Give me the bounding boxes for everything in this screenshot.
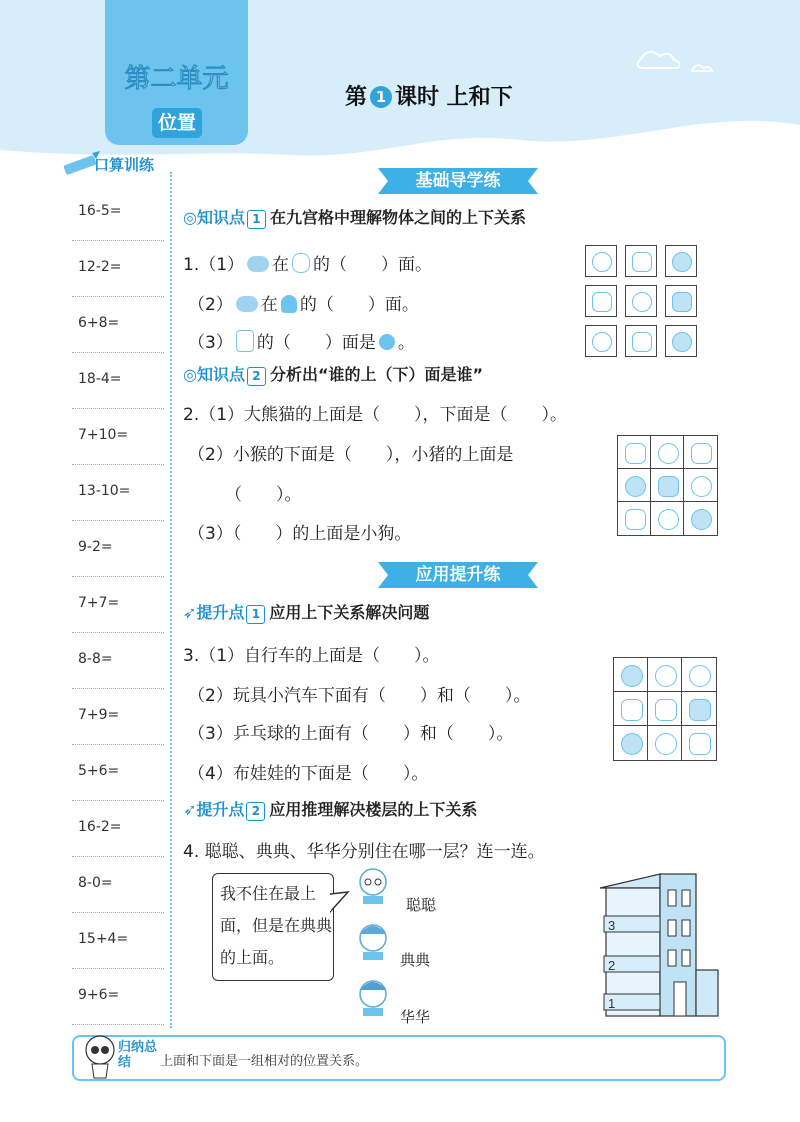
drill-answer-line [72, 912, 164, 913]
drill-answer-line [72, 688, 164, 689]
grid-cell [665, 245, 697, 277]
drill-divider [170, 172, 172, 1028]
animal-icon [655, 665, 677, 687]
drill-item: 9+6= [78, 987, 120, 1003]
grid-cell [617, 435, 652, 470]
kp2-num: 2 [247, 367, 266, 386]
grid-cell [650, 468, 685, 503]
animal-icon [658, 443, 680, 465]
knowledge-point-2 [183, 362, 483, 386]
tp2-text: 应用推理解决楼层的上下关系 [269, 800, 478, 819]
animal-icon [632, 252, 652, 272]
grid-cell [683, 435, 718, 470]
section1-banner-label: 基础导学练 [415, 171, 501, 191]
animal-icon [592, 332, 612, 352]
animal-icon [632, 332, 652, 352]
girl-avatar-2 [360, 981, 386, 1016]
lesson-prefix: 第 [345, 85, 368, 110]
q1-l3a: （3） [188, 333, 233, 353]
q1-l1c: 的（ ）面。 [313, 255, 433, 275]
improve-point-2 [183, 797, 477, 821]
floor-label-3: 3 [608, 918, 616, 933]
grid-cell [650, 435, 685, 470]
q1-l2b: 在 [260, 295, 278, 315]
deer-icon [236, 330, 254, 352]
grid-cell [665, 285, 697, 317]
drill-item: 12-2= [78, 259, 122, 275]
grid-cell [625, 285, 657, 317]
grid-cell [613, 725, 649, 761]
grid-cell [681, 725, 717, 761]
tp2-tag: 提升点 [196, 800, 245, 819]
drill-answer-line [72, 352, 164, 353]
q2-line3: （ ）。 [225, 485, 302, 505]
name-diandian: 典典 [400, 951, 431, 969]
section1-banner [378, 168, 538, 194]
animal-icon [632, 292, 652, 312]
drill-answer-line [72, 240, 164, 241]
drill-answer-line [72, 632, 164, 633]
drill-answer-line [72, 1024, 164, 1025]
drill-answer-line [72, 296, 164, 297]
q3-line2: （2）玩具小汽车下面有（ ）和（ ）。 [188, 686, 531, 706]
boy-avatar [360, 869, 386, 904]
elephant-icon [247, 256, 269, 272]
mascot-icon [82, 1028, 118, 1080]
kp1-text: 在九宫格中理解物体之间的上下关系 [269, 208, 526, 227]
rabbit-icon [292, 253, 310, 273]
drill-answer-line [72, 520, 164, 521]
lesson-title [345, 80, 513, 111]
drill-item: 8-0= [78, 875, 113, 891]
q1-l1b: 在 [272, 255, 290, 275]
drill-item: 7+9= [78, 707, 120, 723]
grid-cell [681, 691, 717, 727]
bubble-tail [330, 890, 350, 920]
drill-title-label: 口算训练 [94, 156, 155, 174]
unit-subtitle: 位置 [152, 108, 202, 138]
name-huahua: 华华 [400, 1008, 431, 1026]
animal-icon [689, 733, 711, 755]
animal-icon [592, 252, 612, 272]
drill-answer-line [72, 744, 164, 745]
q1-l2a: （2） [188, 295, 233, 315]
animal-icon [655, 699, 677, 721]
rocket-icon: ➶ [183, 800, 197, 819]
target-icon: ◎ [183, 365, 197, 384]
animal-icon [691, 476, 713, 498]
squirrel-icon [281, 295, 297, 313]
grid-cell [683, 468, 718, 503]
drill-answer-line [72, 576, 164, 577]
children-figures [355, 862, 395, 1022]
grid-cell [617, 468, 652, 503]
grid-cell [613, 691, 649, 727]
tp1-tag: 提升点 [196, 603, 245, 622]
animal-icon [689, 699, 711, 721]
q3-line3: （3）乒乓球的上面有（ ）和（ ）。 [188, 724, 514, 744]
elephant-icon [236, 296, 258, 312]
section2-banner-label: 应用提升练 [415, 565, 501, 585]
q1-line3 [188, 328, 415, 353]
rocket-icon: ➶ [183, 603, 197, 622]
q1-l3c: 。 [397, 333, 415, 353]
animal-grid-1 [585, 245, 700, 363]
drill-item: 15+4= [78, 931, 129, 947]
apartment-building [598, 870, 723, 1020]
kp1-tag: 知识点 [196, 208, 245, 227]
animal-icon [621, 733, 643, 755]
target-icon: ◎ [183, 208, 197, 227]
lesson-number: 1 [370, 86, 392, 108]
drill-answer-line [72, 968, 164, 969]
drill-item: 8-8= [78, 651, 113, 667]
grid-cell [617, 501, 652, 536]
kp2-tag: 知识点 [196, 365, 245, 384]
animal-icon [691, 509, 713, 531]
drill-item: 7+7= [78, 595, 120, 611]
drill-item: 18-4= [78, 371, 122, 387]
drill-item: 5+6= [78, 763, 120, 779]
knowledge-point-1 [183, 205, 526, 229]
chick-icon [379, 334, 395, 350]
animal-icon [625, 509, 647, 531]
floor-label-1: 1 [608, 996, 616, 1011]
drill-answer-line [72, 856, 164, 857]
animal-icon [655, 733, 677, 755]
animal-icon [621, 665, 643, 687]
q2-line2: （2）小猴的下面是（ ），小猪的上面是 [188, 445, 514, 465]
kp1-num: 1 [247, 210, 266, 229]
drill-item: 16-5= [78, 203, 122, 219]
drill-answer-line [72, 408, 164, 409]
tp1-text: 应用上下关系解决问题 [269, 603, 430, 622]
improve-point-1 [183, 600, 429, 624]
animal-icon [625, 476, 647, 498]
q1-l2c: 的（ ）面。 [299, 295, 419, 315]
q3-line1: 3.（1）自行车的上面是（ ）。 [183, 646, 440, 666]
kp2-text: 分析出“谁的上（下）面是谁” [269, 365, 484, 384]
q1-l1a: 1.（1） [183, 255, 245, 275]
animal-icon [592, 292, 612, 312]
animal-icon [621, 699, 643, 721]
lesson-suffix: 课时 上和下 [395, 85, 513, 110]
q1-line2 [188, 290, 419, 315]
grid-cell [625, 245, 657, 277]
grid-cell [647, 691, 683, 727]
grid-cell [613, 657, 649, 693]
speech-bubble-text: 我不住在最上面，但是在典典的上面。 [220, 884, 333, 967]
animal-grid-2 [617, 435, 717, 535]
grid-cell [585, 285, 617, 317]
drill-item: 7+10= [78, 427, 129, 443]
animal-icon [672, 252, 692, 272]
q2-line1: 2.（1）大熊猫的上面是（ ），下面是（ ）。 [183, 405, 568, 425]
drill-title [62, 150, 172, 178]
grid-cell [625, 325, 657, 357]
grid-cell [665, 325, 697, 357]
unit-title: 第二单元 [124, 64, 229, 94]
summary-tag: 归纳总结 [118, 1040, 158, 1070]
girl-avatar [360, 925, 386, 960]
tp1-num: 1 [246, 605, 265, 624]
q2-line4: （3）（ ）的上面是小狗。 [188, 524, 412, 544]
grid-cell [681, 657, 717, 693]
grid-cell [585, 245, 617, 277]
animal-icon [625, 443, 647, 465]
section2-banner [378, 562, 538, 588]
tp2-num: 2 [246, 802, 265, 821]
animal-icon [672, 332, 692, 352]
grid-cell [683, 501, 718, 536]
animal-icon [689, 665, 711, 687]
q1-l3b: 的（ ）面是 [256, 333, 376, 353]
animal-icon [672, 292, 692, 312]
toy-grid [613, 657, 717, 757]
q4-line1: 4. 聪聪、典典、华华分别住在哪一层？连一连。 [183, 842, 545, 862]
floor-label-2: 2 [608, 958, 616, 973]
summary-text: 上面和下面是一组相对的位置关系。 [160, 1054, 369, 1069]
drill-item: 16-2= [78, 819, 122, 835]
animal-icon [658, 476, 680, 498]
animal-icon [691, 443, 713, 465]
drill-item: 9-2= [78, 539, 113, 555]
q1-line1 [183, 250, 432, 275]
q3-line4: （4）布娃娃的下面是（ ）。 [188, 764, 429, 784]
drill-answer-line [72, 464, 164, 465]
grid-cell [647, 657, 683, 693]
grid-cell [585, 325, 617, 357]
animal-icon [658, 509, 680, 531]
grid-cell [650, 501, 685, 536]
grid-cell [647, 725, 683, 761]
drill-item: 6+8= [78, 315, 120, 331]
drill-item: 13-10= [78, 483, 131, 499]
drill-answer-line [72, 800, 164, 801]
name-congcong: 聪聪 [406, 896, 437, 914]
